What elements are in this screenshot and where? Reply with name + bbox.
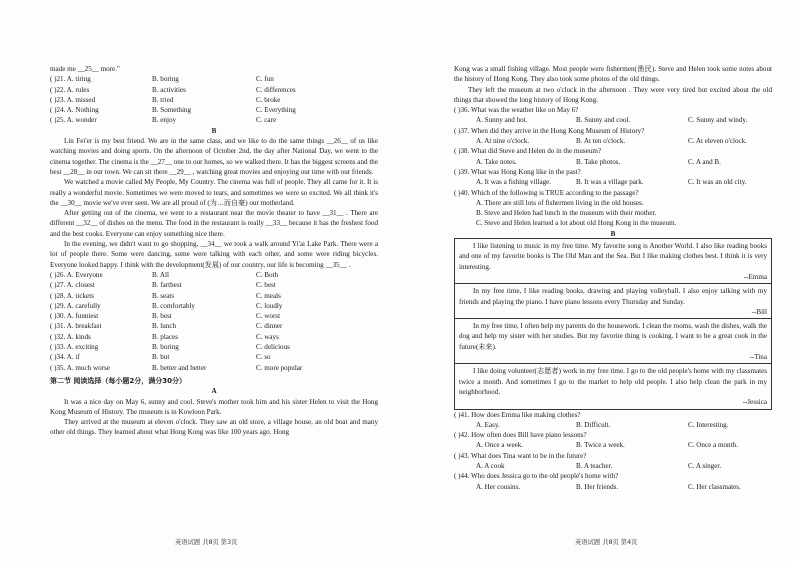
section-a-heading: A xyxy=(211,387,217,396)
option-text: ( )21. A. tiring xyxy=(50,75,91,84)
question-stem: ( )41. How does Emma like making clothes? xyxy=(454,410,581,419)
option-text: B. All xyxy=(152,270,169,279)
option-row xyxy=(50,270,378,280)
option-text: A. It was a fishing village. xyxy=(476,178,552,187)
option-text: A. Sunny and hot. xyxy=(476,116,528,125)
passage-b-para4: In the evening, we didn't want to go shopping, __34__ we took a walk around Yi'ai Lake Park. There were a lot of people there. Some were dancing, some were talking with each other, and some were riding bicycles. Everyone looked happy. I think with the development(发展) of our country, our life is becoming __35__ . xyxy=(50,240,378,269)
question-40-options xyxy=(454,198,772,229)
option-row xyxy=(50,105,378,115)
passage-a-para4: They left the museum at two o'clock in the afternoon . They were very tired but excited about the old things that showed the long history of Hong Kong. xyxy=(454,85,772,104)
option-row xyxy=(50,301,378,311)
option-text: C. A singer. xyxy=(688,461,722,470)
question-stem: ( )42. How often does Bill have piano lessons? xyxy=(454,431,587,440)
option-row xyxy=(50,311,378,321)
option-text: C. delicious xyxy=(256,343,290,352)
option-row xyxy=(50,115,378,125)
option-text: ( )28. A. tickets xyxy=(50,291,94,300)
bill-signature: --Bill xyxy=(751,307,767,316)
option-text: A. Once a week. xyxy=(476,441,524,450)
bill-box xyxy=(454,283,772,319)
option-row xyxy=(454,136,772,146)
option-text: B. seats xyxy=(152,291,175,300)
option-text: ( )33. A. exciting xyxy=(50,343,99,352)
option-text: C. loudly xyxy=(256,301,283,310)
option-row xyxy=(454,461,772,471)
right-column xyxy=(454,64,772,492)
option-row xyxy=(50,352,378,362)
option-text: C. best xyxy=(256,281,276,290)
options-26-35 xyxy=(50,270,378,373)
questions-41-44 xyxy=(454,410,772,492)
option-text: C. Once a month. xyxy=(688,441,738,450)
option-text: ( )32. A. kinds xyxy=(50,332,91,341)
option-text: B. Difficult. xyxy=(576,420,611,429)
option-text: C. It was an old city. xyxy=(688,178,747,187)
option-text: ( )24. A. Nothing xyxy=(50,106,99,115)
option-text: ( )35. A. much worse xyxy=(50,363,110,372)
passage-b-para1: Lin Fei'er is my best friend. We are in the same class, and we like to do the same things __26__ of us like watching movies and doing sports. On the afternoon of October 2nd, the day after National Day, we went to the cinema together. The cinema is the __27__ one to our homes, so we walked there. It has the biggest screens and the best __28__ in our town. We can sit there __29__ , watching great movies and enjoying our time with our friends. xyxy=(50,137,378,176)
option-row xyxy=(50,74,378,84)
emma-text: I like listening to music in my free time. My favorite song is Another World. I also like reading books and one of my favorite books is The Old Man and the Sea. But I like making clothes best. I think it is very interesting. xyxy=(459,242,767,271)
questions-36-39 xyxy=(454,105,772,187)
option-text: ( )30. A. funniest xyxy=(50,312,99,321)
question-stem: ( )39. What was Hong Kong like in the past? xyxy=(454,167,581,176)
option-text: A. At nine o'clock. xyxy=(476,137,530,146)
options-21-25 xyxy=(50,74,378,125)
option-row xyxy=(454,177,772,187)
option-row xyxy=(50,85,378,95)
option-text: B. but xyxy=(152,353,170,362)
question-stem: ( )43. What does Tina want to be in the future? xyxy=(454,451,587,460)
option-text: B. Sunny and cool. xyxy=(576,116,631,125)
option-text: B. Twice a week. xyxy=(576,441,625,450)
option-text: C. fun xyxy=(256,75,274,84)
option-text: B. boring xyxy=(152,75,179,84)
option-text: B. Steve and Helen had lunch in the museum with their mother. xyxy=(476,209,657,218)
option-text: C. Both xyxy=(256,270,279,279)
option-text: C. differences xyxy=(256,85,296,94)
section2-title: 第二节 阅读选择（每小题2分，满分30分） xyxy=(50,376,187,385)
option-text: B. best xyxy=(152,312,172,321)
option-text: C. Interesting. xyxy=(688,420,729,429)
option-text: B. It was a village park. xyxy=(576,178,644,187)
option-text: A. Easy. xyxy=(476,420,500,429)
option-text: C. dinner xyxy=(256,322,283,331)
option-text: B. A teacher. xyxy=(576,461,613,470)
option-row xyxy=(50,342,378,352)
option-text: B. At ten o'clock. xyxy=(576,137,626,146)
line-q25: made me __25__ more." xyxy=(50,65,120,73)
emma-box xyxy=(454,238,772,284)
question-40: ( )40. Which of the following is TRUE according to the passage? xyxy=(454,188,639,197)
option-text: C. worst xyxy=(256,312,281,321)
option-row xyxy=(454,482,772,492)
question-stem: ( )36. What was the weather like on May 6? xyxy=(454,106,579,115)
option-text: B. places xyxy=(152,332,179,341)
jessica-box xyxy=(454,363,772,409)
tina-signature: --Tina xyxy=(749,353,767,362)
option-text: A. Her cousins. xyxy=(476,482,521,491)
section-b-heading: B xyxy=(211,126,217,135)
option-text: A. Take notes. xyxy=(476,157,517,166)
question-stem: ( )38. What did Steve and Helen do in the museum? xyxy=(454,147,602,156)
emma-signature: --Emma xyxy=(743,272,767,281)
passage-b-para3: After getting out of the cinema, we went to a restaurant near the movie theater to have __31__ . There are different __32__ of dishes on the menu. The food in the restaurant is really __33__ because it has the freshest food and the best cooks. Everyone can enjoy something nice there. xyxy=(50,209,378,238)
option-text: ( )34. A. if xyxy=(50,353,80,362)
option-text: C. so xyxy=(256,353,271,362)
option-text: C. Everything xyxy=(256,106,296,115)
option-text: B. lunch xyxy=(152,322,177,331)
option-text: C. broke xyxy=(256,95,281,104)
option-row xyxy=(454,157,772,167)
option-text: B. Her friends. xyxy=(576,482,619,491)
tina-box xyxy=(454,318,772,364)
passage-b-para2: We watched a movie called My People, My Country. The cinema was full of people. They all came for it. It is really a wonderful movie. Sometimes we were moved to tears, and sometimes we were so excited. We all think it's the __30__ movie we've ever seen. We are all proud of (为…而自豪) our motherland. xyxy=(50,178,378,207)
option-text: B. farthest xyxy=(152,281,182,290)
section-b-heading-right: B xyxy=(610,229,616,238)
option-text: A. There are still lots of fishermen living in the old houses. xyxy=(476,198,644,207)
option-text: B. enjoy xyxy=(152,116,177,125)
option-text: B. better and better xyxy=(152,363,207,372)
option-text: ( )25. A. wonder xyxy=(50,116,97,125)
option-row xyxy=(50,332,378,342)
option-text: B. Something xyxy=(152,106,192,115)
jessica-signature: --Jessica xyxy=(742,398,767,407)
option-text: B. tried xyxy=(152,95,174,104)
option-text: C. Her classmates. xyxy=(688,482,741,491)
option-text: ( )22. A. rules xyxy=(50,85,90,94)
option-text: C. At eleven o'clock. xyxy=(688,137,747,146)
option-text: C. Steve and Helen learned a lot about old Hong Kong in the museum. xyxy=(476,219,677,228)
passage-a-para2: They arrived at the museum at eleven o'clock. They saw an old store, a village house, an old boat and many other old things. They learned about what Hong Kong was like 100 years ago. Hong xyxy=(50,418,378,437)
option-text: ( )31. A. breakfast xyxy=(50,322,102,331)
option-row xyxy=(50,280,378,290)
question-stem: ( )37. When did they arrive in the Hong Kong Museum of History? xyxy=(454,126,645,135)
option-text: C. Sunny and windy. xyxy=(688,116,748,125)
option-text: B. Take photos. xyxy=(576,157,621,166)
option-row xyxy=(50,291,378,301)
option-text: C. meals xyxy=(256,291,281,300)
option-text: B. activities xyxy=(152,85,186,94)
option-text: C. more popular xyxy=(256,363,303,372)
option-row xyxy=(50,363,378,373)
option-text: C. care xyxy=(256,116,277,125)
option-row xyxy=(50,321,378,331)
option-text: C. ways xyxy=(256,332,279,341)
option-text: B. boring xyxy=(152,343,179,352)
tina-text: In my free time, I often help my parents do the housework. I clean the rooms, wash the dishes, walk the dog and help my sister with her studies. But my favorite thing is cooking. I want to be a great cook in the future(未来). xyxy=(459,322,767,351)
option-row xyxy=(454,440,772,450)
footer-right: 英语试题 共8页 第4页 xyxy=(575,539,638,546)
passage-a-para1: It was a nice day on May 6, sunny and cool. Steve's mother took him and his sister Helen to visit the Hong Kong Museum of History. The museum is in Kowloon Park. xyxy=(50,397,378,416)
option-text: A. A cook xyxy=(476,461,505,470)
option-text: C. A and B. xyxy=(688,157,721,166)
option-row xyxy=(50,95,378,105)
footer-left: 英语试题 共8页 第3页 xyxy=(175,539,238,546)
bill-text: In my free time, I like reading books, drawing and playing volleyball. I also enjoy talking with my friends and playing the piano. I have piano lessons every Thursday and Sunday. xyxy=(459,287,767,306)
option-text: ( )26. A. Everyone xyxy=(50,270,103,279)
left-column xyxy=(50,64,378,438)
option-row xyxy=(454,420,772,430)
option-text: ( )27. A. closest xyxy=(50,281,95,290)
option-text: B. comfortably xyxy=(152,301,195,310)
passage-a-para3: Kong was a small fishing village. Most people were fishermen(渔民). Steve and Helen took some notes about the history of Hong Kong. They also took some photos of the old things. xyxy=(454,65,772,84)
option-row xyxy=(454,115,772,125)
option-text: ( )29. A. carefully xyxy=(50,301,101,310)
option-text: ( )23. A. missed xyxy=(50,95,96,104)
jessica-text: I like doing volunteer(志愿者) work in my free time. I go to the old people's home with my classmates twice a month. And sometimes I go to the market to help old people. I also help clean the park in my neighborhood. xyxy=(459,367,767,396)
question-stem: ( )44. Who does Jessica go to the old people's home with? xyxy=(454,472,619,481)
